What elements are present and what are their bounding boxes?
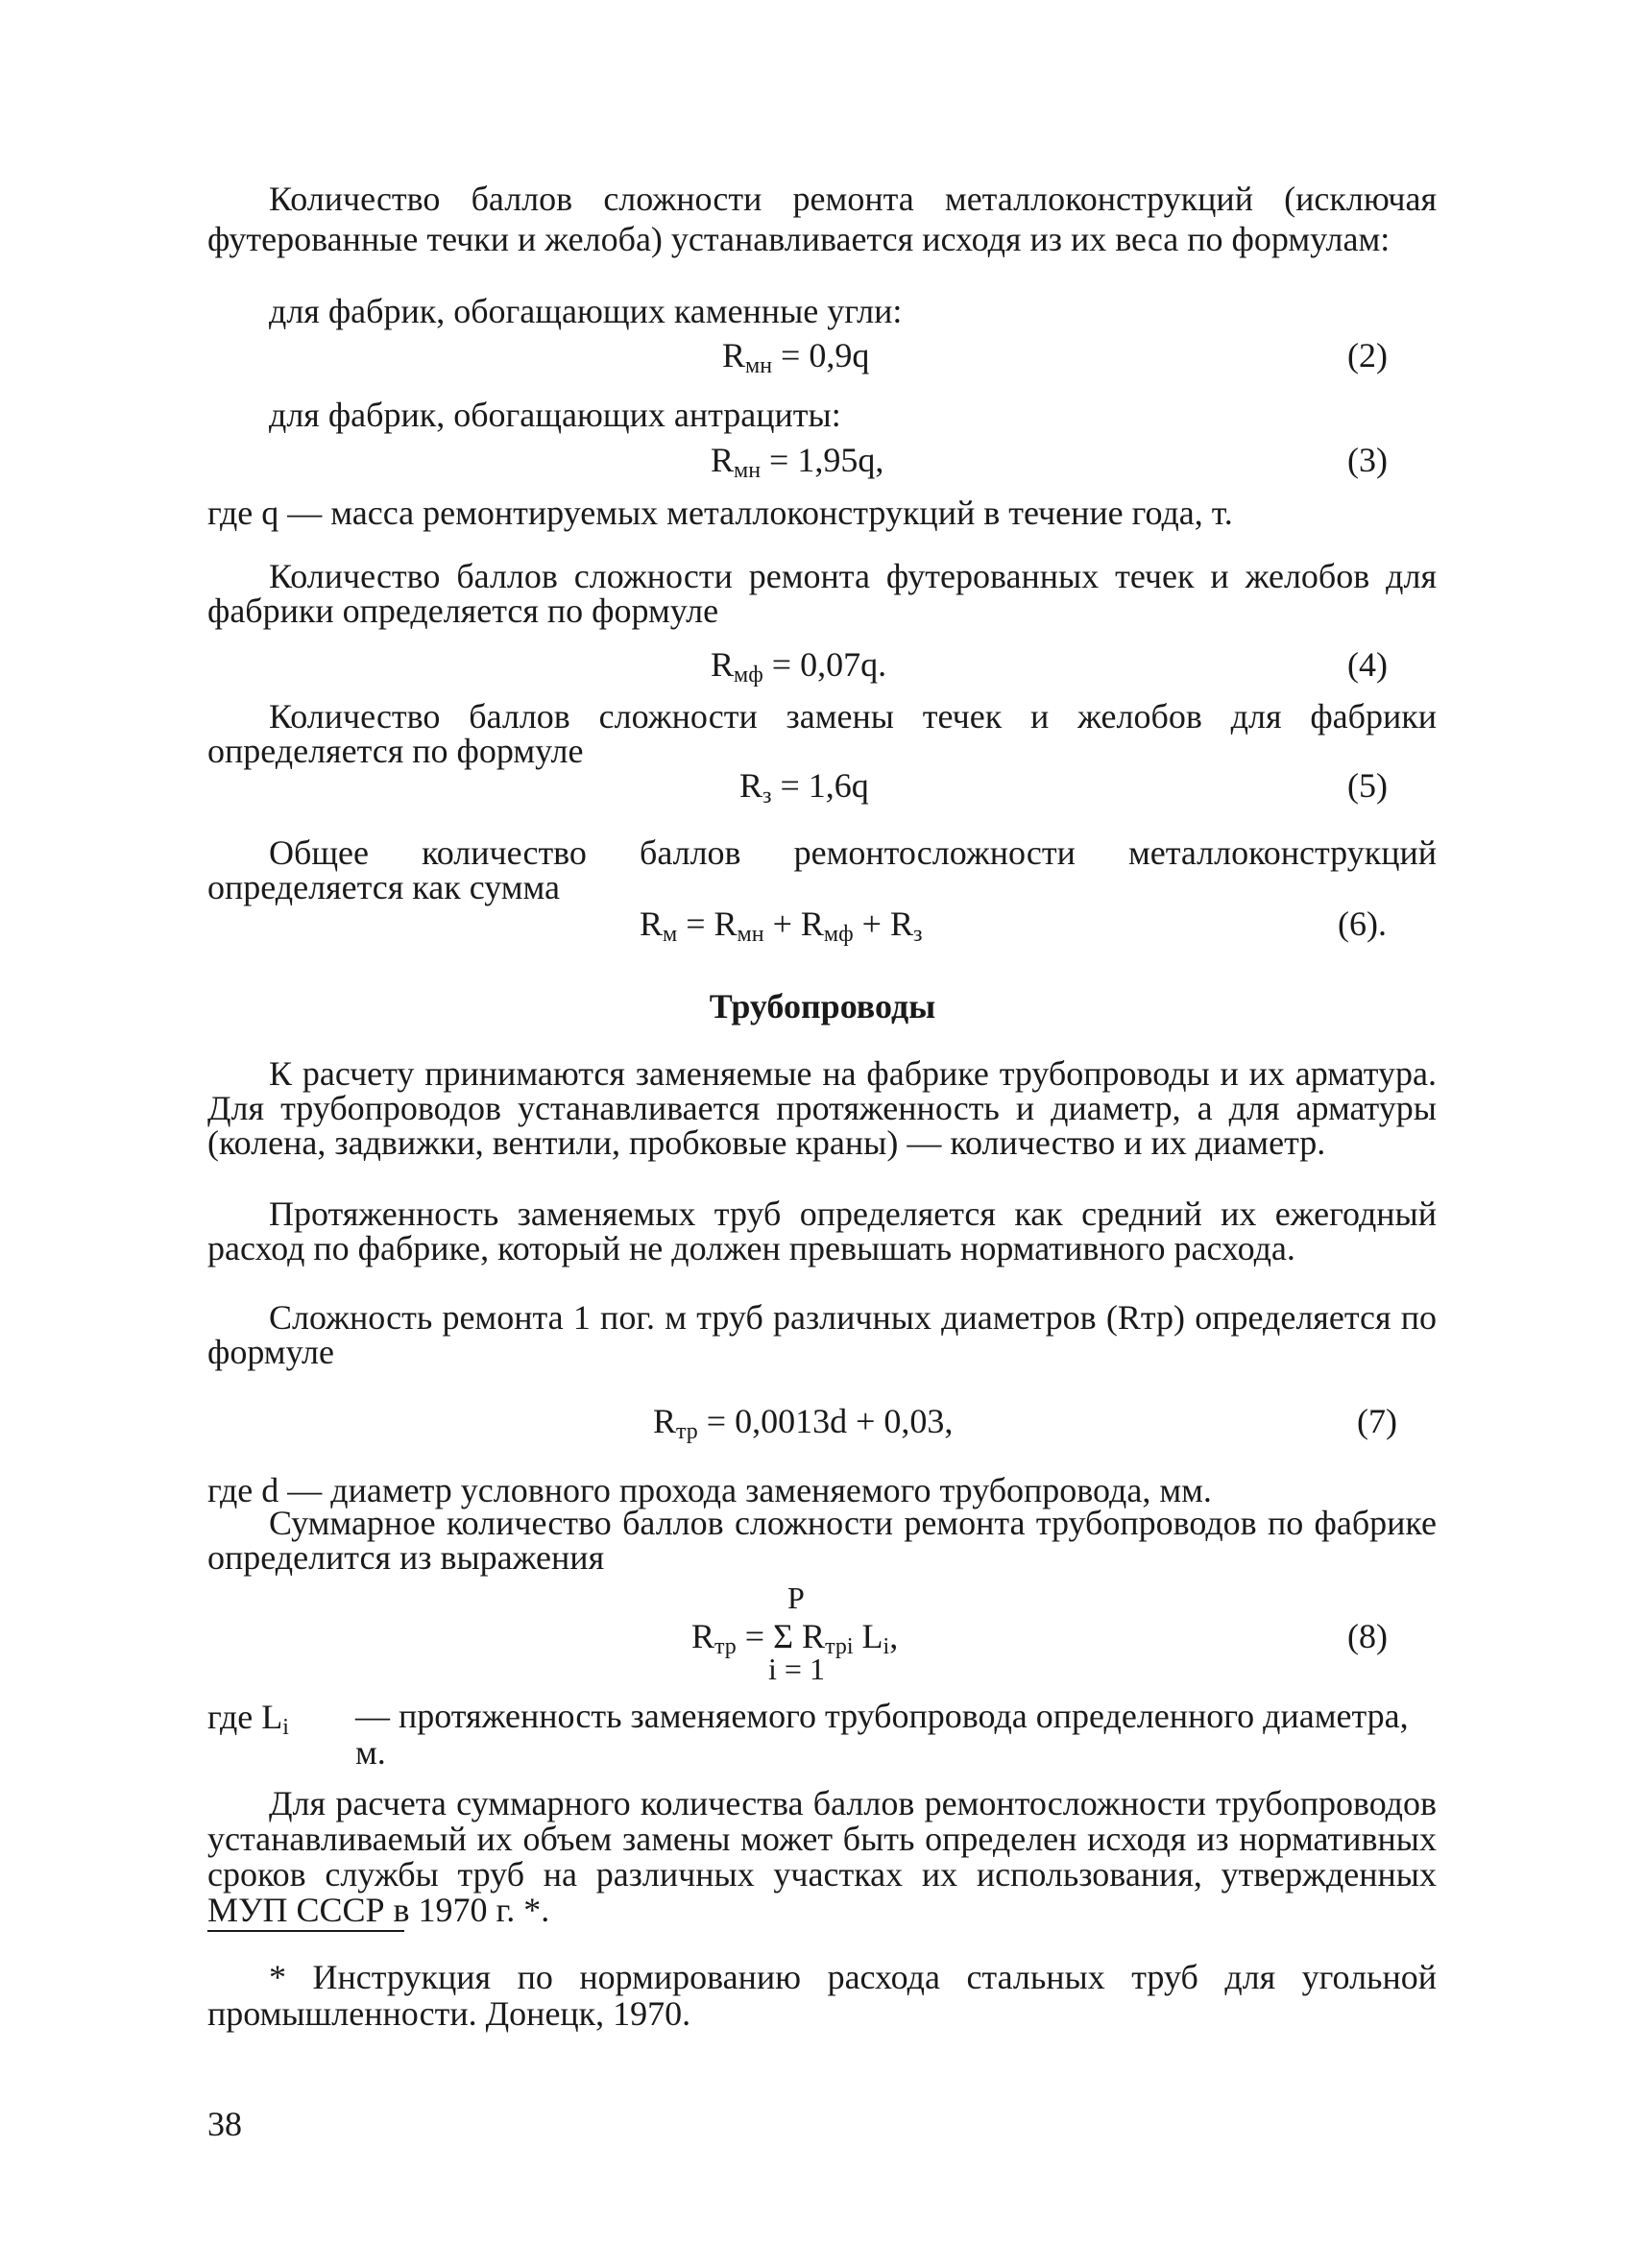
label-anthracite: для фабрик, обогащающих антрациты: [269,396,841,434]
paragraph-length: Протяженность заменяемых труб определяется как средний их ежегодный расход по фабрике, который не должен превышать нормативного расхода. [207,1194,1437,1267]
equation-4-number: (4) [1347,645,1388,684]
equation-7: $R_{тр} = 0,0013d + 0,03$, [653,1402,954,1444]
l-definition-line1: где $L_i$ [207,1698,289,1740]
equation-2-number: (2) [1347,336,1388,374]
q-definition: где q — масса ремонтируемых металлоконструкций в течение года, т. [207,494,1233,532]
equation-2: $R_{мн} = 0,9q$ [722,336,870,378]
equation-5-number: (5) [1347,766,1388,805]
paragraph-norms: Для расчета суммарного количества баллов ремонтосложности трубопроводов устанавливаемый их объем замены может быть определен исходя из нормативных сроков службы труб на различных участках их использования, утвержденных МУП СССР в 1970 г. *. [207,1784,1437,1929]
paragraph-complexity: Сложность ремонта 1 пог. м труб различных диаметров (Rтр) определяется по формуле [207,1298,1437,1371]
equation-6-number: (6). [1338,905,1387,943]
page-number: 38 [207,2105,242,2143]
equation-6: $R_м = R_{мн} + R_{мф} + R_з$ [640,905,923,947]
l-definition-text: — протяженность заменяемого трубопровода определенного диаметра, м. [355,1697,1409,1772]
equation-3: $R_{мн} = 1,95q$, [711,441,884,483]
paragraph-replacement: Количество баллов сложности замены течек и желобов для фабрики определяется по формуле [207,697,1437,770]
paragraph-pipelines-intro: К расчету принимаются заменяемые на фабрике трубопроводы и их арматура. Для трубопроводов устанавливается протяженность и диаметр, а для арматуры (колена, задвижки, вентили, пробковые краны) — количество и их диаметр. [207,1054,1437,1162]
equation-5: $R_з = 1,6q$ [739,766,869,808]
equation-4: $R_{мф} = 0,07q$. [711,645,887,688]
sum-lower-limit: i = 1 [768,1652,825,1686]
paragraph-total: Общее количество баллов ремонтосложности металлоконструкций определяется как сумма [207,833,1437,906]
paragraph-lined-chutes: Количество баллов сложности ремонта футерованных течек и желобов для фабрики определяется по формуле [207,557,1437,630]
equation-8: $R_{тр} = \Sigma$ $R_{трi}$ $L_i$, [691,1617,899,1659]
footnote-separator [207,1930,404,1932]
label-coal: для фабрик, обогащающих каменные угли: [269,292,903,330]
d-definition: где d — диаметр условного прохода заменяемого трубопровода, мм. [207,1471,1212,1509]
section-heading-pipelines: Трубопроводы [709,987,936,1025]
sum-upper-limit: P [787,1580,805,1615]
equation-8-number: (8) [1347,1617,1388,1655]
paragraph-sum: Суммарное количество баллов сложности ремонта трубопроводов по фабрике определится из выражения [207,1504,1437,1577]
paragraph-intro: Количество баллов сложности ремонта металлоконструкций (исключая футерованные течки и желоба) устанавливается исходя из их веса по формулам: [207,180,1437,258]
equation-3-number: (3) [1347,441,1388,479]
footnote: * Инструкция по нормированию расхода стальных труб для угольной промышленности. Донецк, 1970. [207,1958,1437,2033]
equation-7-number: (7) [1357,1402,1397,1440]
